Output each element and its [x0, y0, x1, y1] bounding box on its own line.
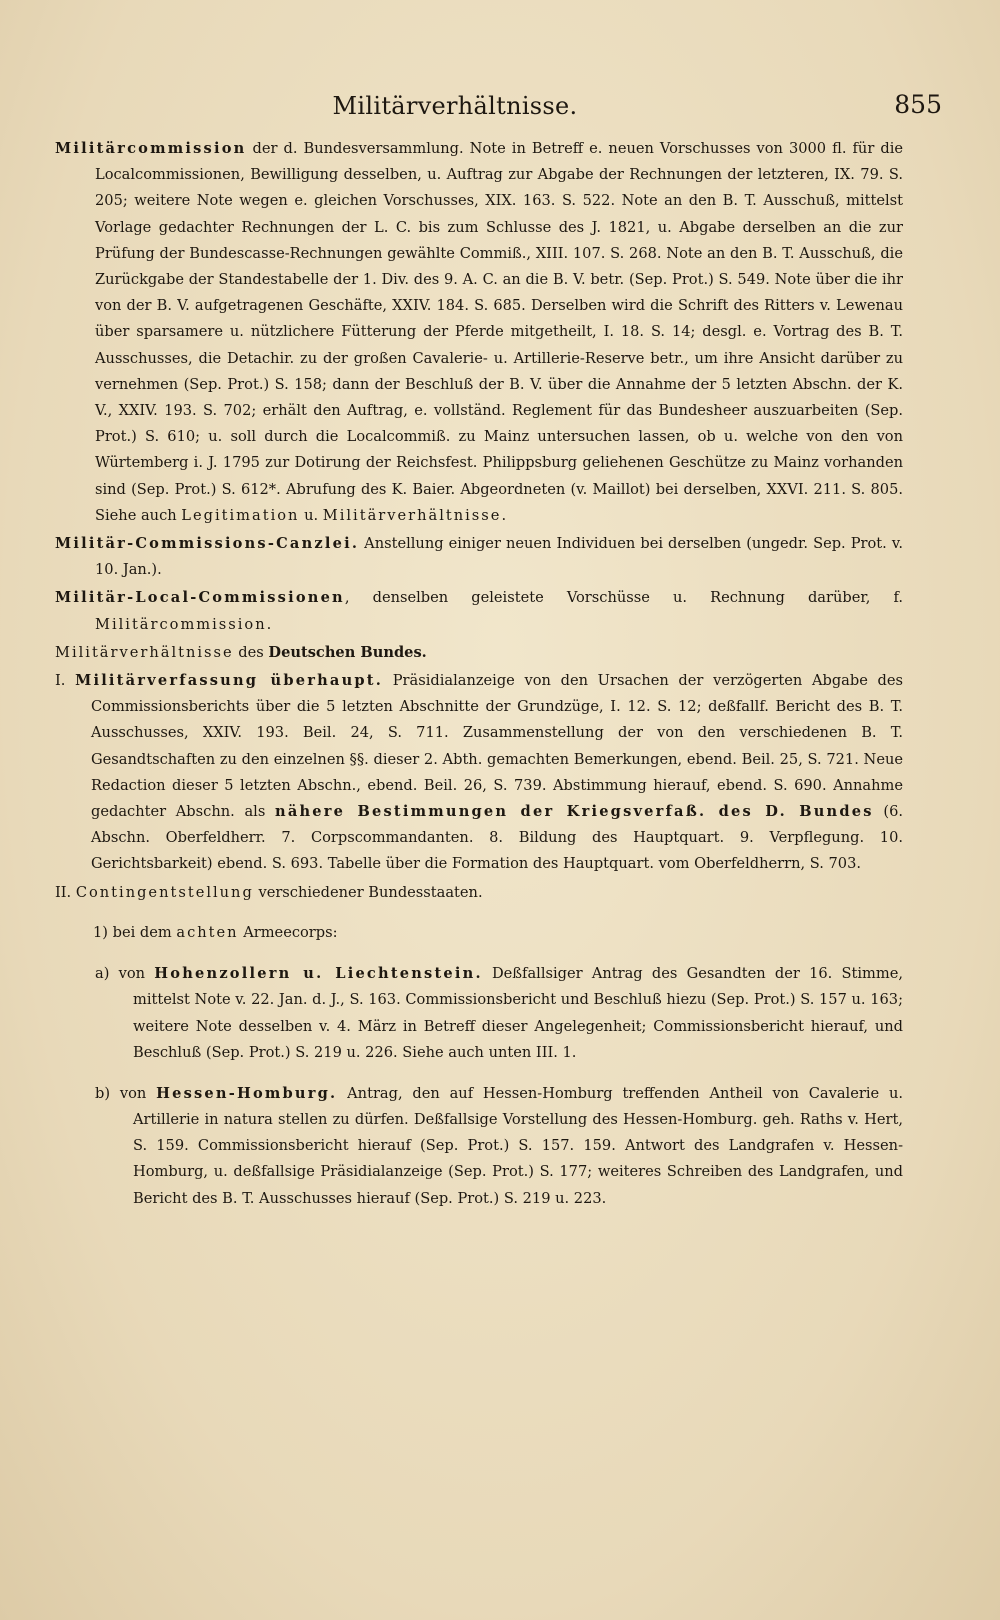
- see-also-term: Militärverhältnisse: [322, 506, 502, 524]
- entry-end: .: [501, 506, 507, 524]
- entry-kanzlei: [55, 531, 903, 583]
- subsection-text: Armeecorps:: [238, 924, 338, 942]
- subitem-heading: Hessen-Homburg.: [156, 1084, 338, 1102]
- subitem-text: Antrag, den auf Hessen-Homburg treffenden Antheil von Cavalerie u. Artillerie in natura stellen zu dürfen. Deßfallsige Vorstellung des Hessen-Homburg. geh. Raths v. Hert, S. 159. Commissionsbericht hierauf (Sep. Prot.) S. 157. 159. Antwort des Landgrafen v. Hessen-Homburg, u. deßfallsige Präsidialanzeige (Sep. Prot.) S. 177; weiteres Schreiben des Landgrafen, und Bericht des B. T. Ausschusses hierauf (Sep. Prot.) S. 219 u. 223.: [133, 1084, 903, 1207]
- see-also-term: Legitimation: [181, 506, 300, 524]
- subitem-text: von: [110, 1084, 157, 1102]
- subsection-text: bei dem: [107, 924, 177, 942]
- entry-text: des: [233, 643, 269, 661]
- running-title: Militärverhältnisse.: [332, 92, 578, 120]
- section-heading: Contingentstellung: [75, 883, 254, 901]
- page-body: [55, 136, 903, 1226]
- entry-localcommissionen: [55, 585, 903, 637]
- entry-headword-bold: Deutschen Bundes.: [268, 643, 427, 661]
- spaced-phrase: nähere Bestimmungen der Kriegsverfaß. des D. Bundes: [275, 803, 874, 821]
- subitem-text: von: [109, 965, 155, 983]
- entry-headword: Militär-Local-Commissionen: [55, 589, 345, 607]
- entry-text: , denselben geleistete Vorschüsse u. Rechnung darüber, f.: [344, 589, 903, 607]
- section-1: [55, 668, 903, 878]
- entry-headword: Militärcommission: [55, 140, 247, 157]
- page-number: 855: [894, 90, 942, 119]
- section-heading: Militärverfassung überhaupt.: [75, 672, 384, 690]
- section-text: verschiedener Bundesstaaten.: [253, 883, 483, 901]
- entry-text: der d. Bundesversammlung. Note in Betreff e. neuen Vorschusses von 3000 fl. für die Localcommissionen, Bewilligung desselben, u. Auftrag zur Abgabe der Rechnungen der letzteren, IX. 79. S. 205; weitere Note wegen e. gleichen Vorschusses, XIX. 163. S. 522. Note an den B. T. Ausschuß, mittelst Vorlage gedachter Rechnungen der L. C. bis zum Schlusse des J. 1821, u. Abgabe derselben an die zur Prüfung der Bundescasse-Rechnungen gewählte Commiß., XIII. 107. S. 268. Note an den B. T. Ausschuß, die Zurückgabe der Standestabelle der 1. Div. des 9. A. C. an die B. V. betr. (Sep. Prot.) S. 549. Note über die ihr von der B. V. aufgetragenen Geschäfte, XXIV. 184. S. 685. Derselben wird die Schrift des Ritters v. Lewenau über sparsamere u. nützlichere Fütterung der Pferde mitgetheilt, I. 18. S. 14; desgl. e. Vortrag des B. T. Ausschusses, die Detachir. zu der großen Cavalerie- u. Artillerie-Reserve betr., um ihre Ansicht darüber zu vernehmen (Sep. Prot.) S. 158; dann der Beschluß der B. V. über die Annahme der 5 letzten Abschn. der K. V., XXIV. 193. S. 702; erhält den Auftrag, e. vollständ. Reglement für das Bundesheer auszuarbeiten (Sep. Prot.) S. 610; u. soll durch die Localcommiß. zu Mainz untersuchen lassen, ob u. welche von den von Würtemberg i. J. 1795 zur Dotirung der Reichsfest. Philippsburg geliehenen Geschütze zu Mainz vorhanden sind (Sep. Prot.) S. 612*. Abrufung des K. Baier. Abgeordneten (v. Maillot) bei derselben, XXVI. 211. S. 805. Siehe auch: [95, 140, 903, 524]
- subitem-label: a): [95, 965, 110, 983]
- subsection-1: [93, 920, 903, 946]
- entry-militaercommission: [55, 136, 903, 529]
- section-2: [55, 880, 903, 906]
- entry-text: Anstellung einiger neuen Individuen bei derselben (ungedr. Sep. Prot. v. 10. Jan.).: [95, 535, 903, 579]
- subitem-a: [95, 961, 903, 1066]
- conjunction: u.: [299, 506, 323, 524]
- section-number: I.: [55, 672, 66, 690]
- subitem-text: Deßfallsiger Antrag des Gesandten der 16. Stimme, mittelst Note v. 22. Jan. d. J., S. 163. Commissionsbericht und Beschluß hiezu (Sep. Prot.) S. 157 u. 163; weitere Note desselben v. 4. März in Betreff dieser Angelegenheit; Commissionsbericht hierauf, und Beschluß (Sep. Prot.) S. 219 u. 226. Siehe auch unten III. 1.: [133, 965, 904, 1061]
- entry-end: .: [266, 615, 272, 633]
- entry-headword: Militär-Commissions-Canzlei.: [55, 535, 360, 553]
- section-number: II.: [55, 883, 72, 901]
- see-also-term: Militärcommission: [95, 615, 267, 633]
- section-text: Präsidialanzeige von den Ursachen der verzögerten Abgabe des Commissionsberichts über die 5 letzten Abschnitte der Grundzüge, I. 12. S. 12; deßfallf. Bericht des B. T. Ausschusses, XXIV. 193. Beil. 24, S. 711. Zusammenstellung der von den verschiedenen B. T. Gesandtschaften zu den einzelnen §§. dieser 2. Abth. gemachten Bemerkungen, ebend. Beil. 25, S. 721. Neue Redaction dieser 5 letzten Abschn., ebend. Beil. 26, S. 739. Abstimmung hierauf, ebend. S. 690. Annahme gedachter Abschn. als: [91, 672, 903, 821]
- subitem-label: b): [95, 1084, 111, 1102]
- page-header: [60, 90, 942, 120]
- subitem-b: [95, 1081, 903, 1212]
- subsection-number: 1): [93, 924, 108, 942]
- section-text: (6. Abschn. Oberfeldherr. 7. Corpscommandanten. 8. Bildung des Hauptquart. 9. Verpflegung. 10. Gerichtsbarkeit) ebend. S. 693. Tabelle über die Formation des Hauptquart. vom Oberfeldherrn, S. 703.: [91, 803, 903, 873]
- spaced-word: achten: [176, 924, 239, 942]
- entry-headword: Militärverhältnisse: [55, 643, 234, 661]
- subitem-heading: Hohenzollern u. Liechtenstein.: [154, 965, 483, 983]
- entry-militaerverhaeltnisse: [55, 640, 903, 666]
